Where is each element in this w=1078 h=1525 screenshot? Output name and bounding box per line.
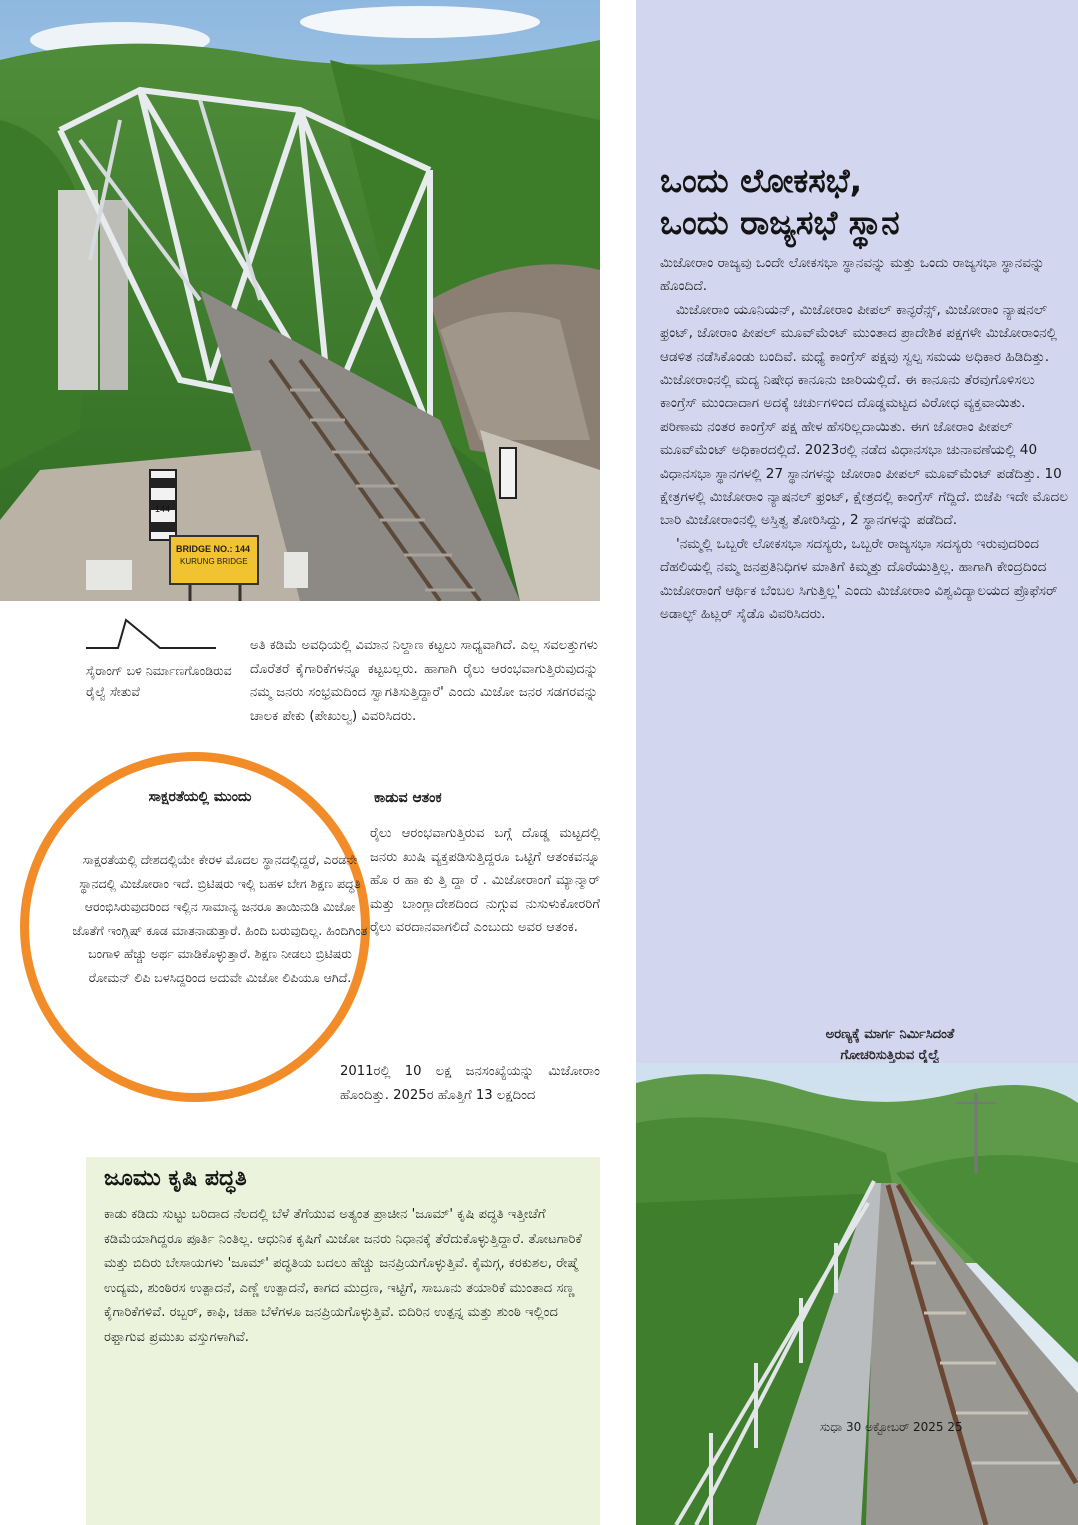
railway-photo (636, 1063, 1078, 1525)
rail-photo-caption (740, 1024, 1040, 1066)
marker-number: 144 (155, 504, 171, 514)
headline-line-1: ಒಂದು ಲೋಕಸಭೆ, (660, 161, 863, 200)
fear-heading: ಕಾಡುವ ಆತಂಕ (374, 790, 442, 806)
right-paragraph-2: ಮಿಜೋರಾಂ ಯೂನಿಯನ್, ಮಿಜೋರಾಂ ಪೀಪಲ್ ಕಾನ್ಫರೆನ್ಸ್, ಮಿಜೋರಾಂ ನ್ಯಾಷನಲ್ ಫ್ರಂಟ್, ಜೋರಾಂ ಪೀಪಲ್ ಮೂವ್‌ಮೆಂಟ್ ಮುಂತಾದ ಪ್ರಾದೇಶಿಕ ಪಕ್ಷಗಳೇ ಮಿಜೋರಾಂನಲ್ಲಿ ಆಡಳಿತ ನಡೆಸಿಕೊಂಡು ಬಂದಿವೆ. ಮಧ್ಯೆ ಕಾಂಗ್ರೆಸ್ ಪಕ್ಷವು ಸ್ವಲ್ಪ ಸಮಯ ಅಧಿಕಾರ ಹಿಡಿದಿತ್ತು. ಮಿಜೋರಾಂನಲ್ಲಿ ಮದ್ಯ ನಿಷೇಧ ಕಾನೂನು ಜಾರಿಯಲ್ಲಿದೆ. ಈ ಕಾನೂನು ತೆರವುಗೊಳಿಸಲು ಕಾಂಗ್ರೆಸ್ ಮುಂದಾದಾಗ ಅದಕ್ಕೆ ಚರ್ಚುಗಳಿಂದ ದೊಡ್ಡಮಟ್ಟದ ವಿರೋಧ ವ್ಯಕ್ತವಾಯಿತು. ಪರಿಣಾಮ ನಂತರ ಕಾಂಗ್ರೆಸ್ ಪಕ್ಷ ಹೇಳ ಹೆಸರಿಲ್ಲದಾಯಿತು. ಈಗ ಜೋರಾಂ ಪೀಪಲ್ ಮೂವ್‌ಮೆಂಟ್ ಅಧಿಕಾರದಲ್ಲಿದೆ. 2023ರಲ್ಲಿ ನಡೆದ ವಿಧಾನಸಭಾ ಚುನಾವಣೆಯಲ್ಲಿ 40 ವಿಧಾನಸಭಾ ಸ್ಥಾನಗಳಲ್ಲಿ 27 ಸ್ಥಾನಗಳನ್ನು ಜೋರಾಂ ಪೀಪಲ್ ಮೂವ್‌ಮೆಂಟ್ ಪಡೆದಿತ್ತು. 10 ಕ್ಷೇತ್ರಗಳಲ್ಲಿ ಮಿಜೋರಾಂ ನ್ಯಾಷನಲ್ ಫ್ರಂಟ್, ಕ್ಷೇತ್ರದಲ್ಲಿ ಕಾಂಗ್ರೆಸ್ ಗೆದ್ದಿದೆ. ಬಿಜೆಪಿ ಇದೇ ಮೊದಲ ಬಾರಿ ಮಿಜೋರಾಂನಲ್ಲಿ ಅಸ್ತಿತ್ವ ತೋರಿಸಿದ್ದು, 2 ಸ್ಥಾನಗಳನ್ನು ಪಡೆದಿದೆ. (660, 301, 1069, 529)
rail-caption-line-2: ಗೋಚರಿಸುತ್ತಿರುವ ರೈಲ್ವೆ (840, 1048, 940, 1063)
caption-pointer-line (86, 618, 216, 658)
bridge-sign-number: BRIDGE NO.: 144 (176, 544, 251, 554)
quote-paragraph: ಅತಿ ಕಡಿಮೆ ಅವಧಿಯಲ್ಲಿ ವಿಮಾನ ನಿಲ್ದಾಣ ಕಟ್ಟಲು ಸಾಧ್ಯವಾಗಿದೆ. ಎಲ್ಲ ಸವಲತ್ತುಗಳು ದೊರೆತರೆ ಕೈಗಾರಿಕೆಗಳನ್ನೂ ಕಟ್ಟಬಲ್ಲರು. ಹಾಗಾಗಿ ರೈಲು ಆರಂಭವಾಗುತ್ತಿರುವುದನ್ನು ನಮ್ಮ ಜನರು ಸಂಭ್ರಮದಿಂದ ಸ್ವಾಗತಿಸುತ್ತಿದ್ದಾರೆ' ಎಂದು ಮಿಜೋ ಜನರ ಸಡಗರವನ್ನು ಚಾಲಕ ಪೇಕು (ಪೇಖುಲ್ವ) ವಿವರಿಸಿದರು. (250, 638, 598, 724)
literacy-title: ಸಾಕ್ಷರತೆಯಲ್ಲಿ ಮುಂದು (148, 789, 252, 805)
right-article-body (660, 252, 1070, 627)
bridge-photo (0, 0, 600, 601)
page-footer: ಸುಧಾ 30 ಅಕ್ಟೋಬರ್ 2025 25 (820, 1420, 963, 1434)
right-paragraph-1: ಮಿಜೋರಾಂ ರಾಜ್ಯವು ಒಂದೇ ಲೋಕಸಭಾ ಸ್ಥಾನವನ್ನು ಮತ್ತು ಒಂದು ರಾಜ್ಯಸಭಾ ಸ್ಥಾನವನ್ನು ಹೊಂದಿದೆ. (660, 255, 1045, 295)
headline-line-2: ಒಂದು ರಾಜ್ಯಸಭೆ ಸ್ಥಾನ (660, 203, 900, 242)
literacy-text: ಸಾಕ್ಷರತೆಯಲ್ಲಿ ದೇಶದಲ್ಲಿಯೇ ಕೇರಳ ಮೊದಲ ಸ್ಥಾನದಲ್ಲಿದ್ದರೆ, ಎರಡನೇ ಸ್ಥಾನದಲ್ಲಿ ಮಿಜೋರಾಂ ಇದೆ. ಬ್ರಿಟಿಷರು ಇಲ್ಲಿ ಬಹಳ ಬೇಗ ಶಿಕ್ಷಣ ಪದ್ಧತಿ ಆರಂಭಿಸಿರುವುದರಿಂದ ಇಲ್ಲಿನ ಸಾಮಾನ್ಯ ಜನರೂ ತಾಯಿನುಡಿ ಮಿಜೋ ಜೊತೆಗೆ ಇಂಗ್ಲಿಷ್ ಕೂಡ ಮಾತನಾಡುತ್ತಾರೆ. ಹಿಂದಿ ಬರುವುದಿಲ್ಲ. ಹಿಂದಿಗಿಂತ ಬಂಗಾಳಿ ಹೆಚ್ಚು ಅರ್ಥ ಮಾಡಿಕೊಳ್ಳುತ್ತಾರೆ. ಶಿಕ್ಷಣ ನೀಡಲು ಬ್ರಿಟಿಷರು ರೋಮನ್ ಲಿಪಿ ಬಳಸಿದ್ದರಿಂದ ಅದುವೇ ಮಿಜೋ ಲಿಪಿಯೂ ಆಗಿದೆ. (72, 852, 368, 985)
population-text: 2011ರಲ್ಲಿ 10 ಲಕ್ಷ ಜನಸಂಖ್ಯೆಯನ್ನು ಮಿಜೋರಾಂ ಹೊಂದಿತ್ತು. 2025ರ ಹೊತ್ತಿಗೆ 13 ಲಕ್ಷದಿಂದ (340, 1064, 600, 1103)
jhum-text: ಕಾಡು ಕಡಿದು ಸುಟ್ಟು ಬರಿದಾದ ನೆಲದಲ್ಲಿ ಬೆಳೆ ತೆಗೆಯುವ ಅತ್ಯಂತ ಪ್ರಾಚೀನ 'ಜೂಮ್' ಕೃಷಿ ಪದ್ಧತಿ ಇತ್ತೀಚೆಗೆ ಕಡಿಮೆಯಾಗಿದ್ದರೂ ಪೂರ್ತಿ ನಿಂತಿಲ್ಲ. ಆಧುನಿಕ ಕೃಷಿಗೆ ಮಿಜೋ ಜನರು ನಿಧಾನಕ್ಕೆ ತೆರೆದುಕೊಳ್ಳುತ್ತಿದ್ದಾರೆ. ತೋಟಗಾರಿಕೆ ಮತ್ತು ಬಿದಿರು ಬೇಸಾಯಗಳು 'ಜೂಮ್' ಪದ್ಧತಿಯ ಬದಲು ಹೆಚ್ಚು ಜನಪ್ರಿಯಗೊಳ್ಳುತ್ತಿವೆ. ಕೈಮಗ್ಗ, ಕರಕುಶಲ, ರೇಷ್ಮೆ ಉದ್ಯಮ, ಶುಂಠಿರಸ ಉತ್ಪಾದನೆ, ಎಣ್ಣೆ ಉತ್ಪಾದನೆ, ಕಾಗದ ಮುದ್ರಣ, ಇಟ್ಟಿಗೆ, ಸಾಬೂನು ತಯಾರಿಕೆ ಮುಂತಾದ ಸಣ್ಣ ಕೈಗಾರಿಕೆಗಳಿವೆ. ರಬ್ಬರ್, ಕಾಫಿ, ಚಹಾ ಬೆಳೆಗಳೂ ಜನಪ್ರಿಯಗೊಳ್ಳುತ್ತಿವೆ. ಬಿದಿರಿನ ಉತ್ಪನ್ನ ಮತ್ತು ಶುಂಠಿ ಇಲ್ಲಿಂದ ರಫ್ತಾಗುವ ಪ್ರಮುಖ ವಸ್ತುಗಳಾಗಿವೆ. (104, 1207, 582, 1345)
bridge-photo-caption: ಸೈರಾಂಗ್ ಬಳಿ ನಿರ್ಮಾಣಗೊಂಡಿರುವ ರೈಲ್ವೆ ಸೇತುವೆ (86, 663, 232, 699)
jhum-title: ಜೂಮು ಕೃಷಿ ಪದ್ಧತಿ (104, 1166, 247, 1191)
right-headline (660, 160, 1070, 244)
fear-text: ರೈಲು ಆರಂಭವಾಗುತ್ತಿರುವ ಬಗ್ಗೆ ದೊಡ್ಡ ಮಟ್ಟದಲ್ಲಿ ಜನರು ಖುಷಿ ವ್ಯಕ್ತಪಡಿಸುತ್ತಿದ್ದರೂ ಒಟ್ಟಿಗೆ ಆತಂಕವನ್ನೂ ಹೊ ರ ಹಾ ಕು ತ್ತಿ ದ್ದಾ ರೆ . ಮಿಜೋರಾಂಗೆ ಮ್ಯಾನ್ಮಾರ್ ಮತ್ತು ಬಾಂಗ್ಲಾದೇಶದಿಂದ ನುಗ್ಗುವ ನುಸುಳುಕೋರರಿಗೆ ರೈಲು ವರದಾನವಾಗಲಿದೆ ಎಂಬುದು ಅವರ ಆತಂಕ. (370, 826, 600, 936)
bridge-sign-name: KURUNG BRIDGE (180, 557, 248, 566)
right-paragraph-3: 'ನಮ್ಮಲ್ಲಿ ಒಬ್ಬರೇ ಲೋಕಸಭಾ ಸದಸ್ಯರು, ಒಬ್ಬರೇ ರಾಜ್ಯಸಭಾ ಸದಸ್ಯರು ಇರುವುದರಿಂದ ದೆಹಲಿಯಲ್ಲಿ ನಮ್ಮ ಜನಪ್ರತಿನಿಧಿಗಳ ಮಾತಿಗೆ ಕಿಮ್ಮತ್ತು ದೊರೆಯುತ್ತಿಲ್ಲ. ಹಾಗಾಗಿ ಕೇಂದ್ರದಿಂದ ಮಿಜೋರಾಂಗೆ ಆರ್ಥಿಕ ಬೆಂಬಲ ಸಿಗುತ್ತಿಲ್ಲ' ಎಂದು ಮಿಜೋರಾಂ ವಿಶ್ವವಿದ್ಯಾಲಯದ ಪ್ರೊಫೆಸರ್ ಅಡಾಲ್ಫ್ ಹಿಟ್ಲರ್ ಸೈಡೊ ವಿವರಿಸಿದರು. (660, 535, 1058, 623)
rail-caption-line-1: ಅರಣ್ಯಕ್ಕೆ ಮಾರ್ಗ ನಿರ್ಮಿಸಿದಂತೆ (825, 1027, 955, 1042)
